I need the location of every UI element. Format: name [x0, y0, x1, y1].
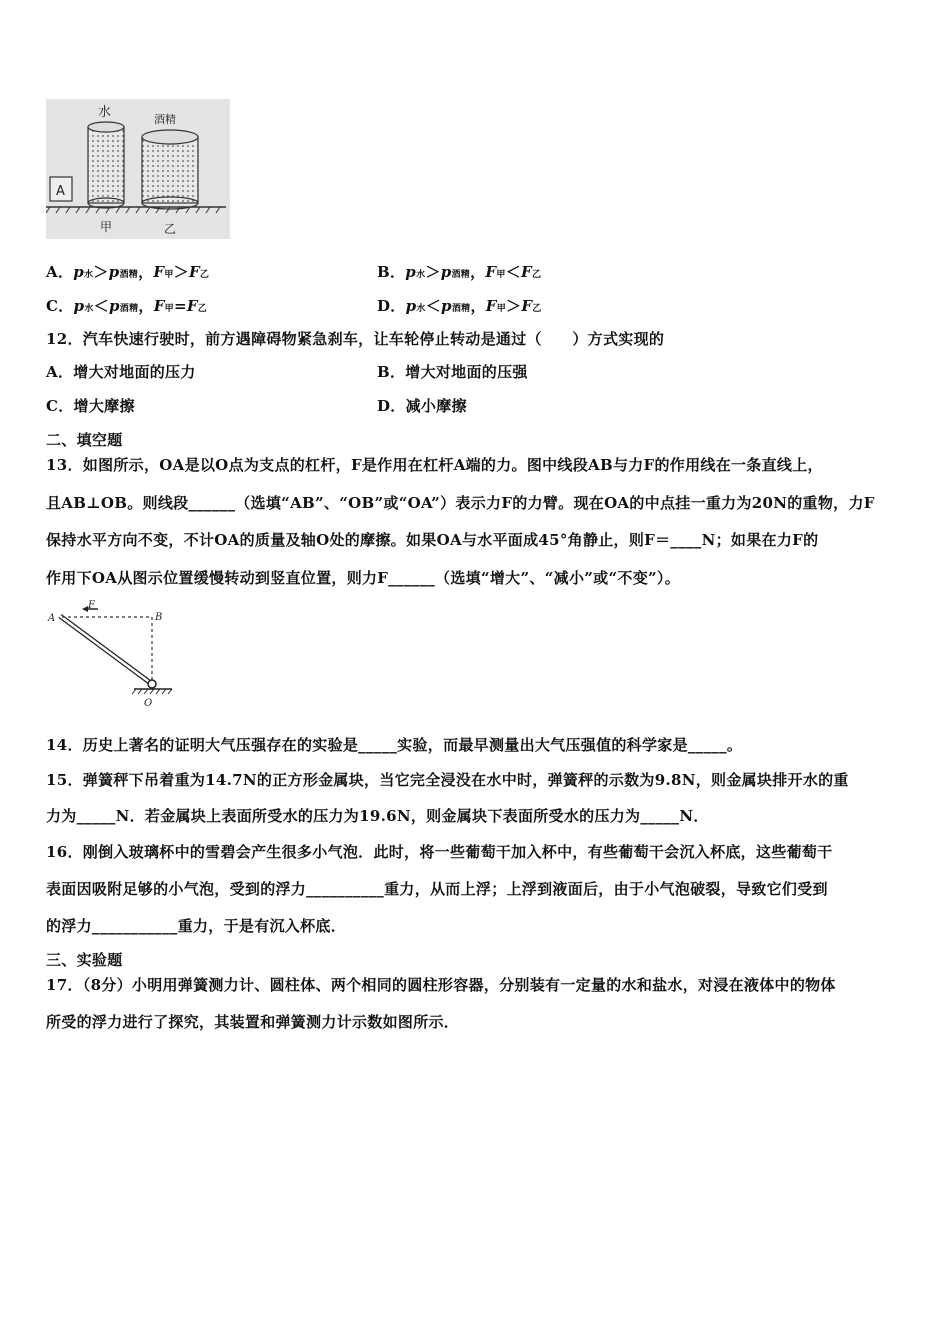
label-yi: 乙 — [164, 222, 177, 236]
label-f: F — [88, 600, 95, 611]
q12-option-b: B．增大对地面的压强 — [377, 363, 528, 381]
q14: 14．历史上著名的证明大气压强存在的实验是_____实验，而最早测量出大气压强值的科学家是_____。 — [46, 736, 743, 754]
q12-option-a: A．增大对地面的压力 — [46, 363, 196, 381]
q12-option-c: C．增大摩擦 — [46, 397, 135, 415]
q16-line-2: 表面因吸附足够的小气泡，受到的浮力__________重力，从而上浮；上浮到液面后，由于小气泡破裂，导致它们受到 — [46, 880, 828, 898]
section-experiment: 三、实验题 — [46, 951, 123, 969]
cylinder-alcohol — [142, 130, 198, 209]
cylinder-water — [88, 122, 124, 208]
option-b: B．p水＞p酒精，F甲＜F乙 — [377, 263, 542, 281]
section-fill-in: 二、填空题 — [46, 431, 123, 449]
label-a: A — [48, 613, 56, 624]
label-b: B — [155, 612, 163, 623]
label-o: O — [144, 698, 153, 709]
option-c: C．p水＜p酒精，F甲=F乙 — [46, 297, 208, 315]
q17-line-2: 所受的浮力进行了探究，其装置和弹簧测力计示数如图所示． — [46, 1013, 460, 1031]
q17-line-1: 17．（8分）小明用弹簧测力计、圆柱体、两个相同的圆柱形容器，分别装有一定量的水和盐水，对浸在液体中的物体 — [46, 976, 836, 994]
q12-option-d: D．减小摩擦 — [377, 397, 467, 415]
figure-cylinders — [46, 99, 230, 239]
q13-line-3: 保持水平方向不变，不计OA的质量及轴O处的摩擦。如果OA与水平面成45°角静止，则F＝____N；如果在力F的 — [46, 531, 819, 549]
q13-line-2: 且AB⊥OB。则线段______（选填“AB”、“OB”或“OA”）表示力F的力臂。现在OA的中点挂一重力为20N的重物，力F — [46, 494, 875, 512]
q12-stem: 12．汽车快速行驶时，前方遇障碍物紧急刹车，让车轮停止转动是通过（ ）方式实现的 — [46, 330, 665, 348]
q16-line-1: 16．刚倒入玻璃杯中的雪碧会产生很多小气泡．此时，将一些葡萄干加入杯中，有些葡萄干会沉入杯底，这些葡萄干 — [46, 843, 833, 861]
label-alcohol: 酒精 — [154, 113, 176, 126]
figure-lever — [40, 600, 190, 710]
option-d: D．p水＜p酒精，F甲＞F乙 — [377, 297, 542, 315]
option-a: A．p水＞p酒精，F甲＞F乙 — [46, 263, 210, 281]
q13-line-1: 13．如图所示，OA是以O点为支点的杠杆，F是作用在杠杆A端的力。图中线段AB与力F的作用线在一条直线上， — [46, 456, 823, 474]
q15-line-1: 15．弹簧秤下吊着重为14.7N的正方形金属块，当它完全浸没在水中时，弹簧秤的示数为9.8N，则金属块排开水的重 — [46, 771, 849, 789]
q16-line-3: 的浮力___________重力，于是有沉入杯底． — [46, 917, 347, 935]
label-block-a: A — [56, 184, 65, 199]
q15-line-2: 力为_____N．若金属块上表面所受水的压力为19.6N，则金属块下表面所受水的压力为_____N． — [46, 807, 709, 825]
label-water: 水 — [98, 105, 112, 120]
label-jia: 甲 — [100, 220, 113, 234]
pivot-o — [148, 680, 156, 688]
q13-line-4: 作用下OA从图示位置缓慢转动到竖直位置，则力F______（选填“增大”、“减小”或“不变”）。 — [46, 569, 681, 587]
